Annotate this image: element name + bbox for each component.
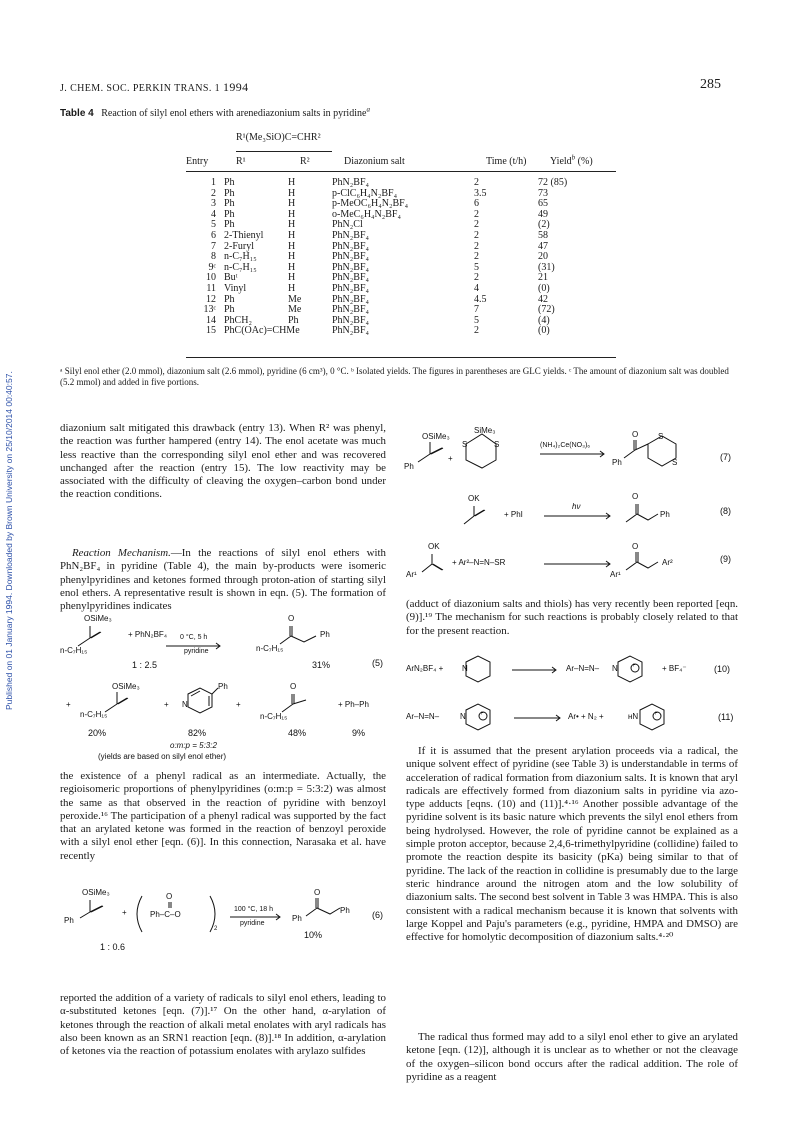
- eq5-pyridine-n: N: [182, 700, 188, 709]
- section-heading: Reaction Mechanism.: [72, 547, 171, 559]
- eq7-plus: +: [448, 454, 453, 463]
- table-cell: (4): [538, 314, 550, 326]
- table-cell: Ph: [224, 219, 235, 231]
- table-cell: 7: [211, 240, 216, 252]
- table-cell: Ph: [224, 293, 235, 305]
- equation-9: [404, 542, 738, 586]
- eq5-reactant-alkyl: n-C₇H₁₅: [60, 646, 88, 655]
- table-cell: H: [288, 187, 296, 199]
- table-cell: 2-Thienyl: [224, 229, 264, 241]
- eq5-plus3: +: [236, 700, 241, 709]
- table-cell: 10: [206, 272, 216, 284]
- table-cell: 65: [538, 198, 548, 210]
- left-column-p4: reported the addition of a variety of radicals to silyl enol ethers, leading to α-substituted ketones [eqn. (7)].¹⁷ On the other hand, α-arylation of ketones through the reaction of alkali metal enolates with aryl radicals has also been known as an SRN1 reaction [eqn. (8)].¹⁸ In addition, α-arylation of ketones via the reaction of potassium enolates with arylazo sulfides: [60, 992, 386, 1058]
- table-label: Table 4: [60, 108, 94, 119]
- eq5-yield-a: 20%: [88, 728, 107, 738]
- eq11-charge: +: [480, 711, 484, 717]
- equation-10: [404, 652, 738, 688]
- table-cell: 15: [206, 325, 216, 337]
- eq5-cond-top: 0 °C, 5 h: [180, 634, 208, 641]
- page-number: 285: [700, 77, 721, 92]
- table-cell: 2-Furyl: [224, 240, 254, 252]
- running-header: [60, 80, 249, 95]
- eq5-row2-alkyl: n-C₇H₁₅: [80, 710, 108, 719]
- table-cell: p-ClC₆H₄N₂BF₄: [332, 187, 398, 199]
- table-caption: [60, 105, 370, 119]
- table-cell: H: [288, 177, 296, 188]
- eq7-number: (7): [720, 452, 731, 462]
- table-cell: H: [288, 251, 296, 263]
- table-cell: 49: [538, 208, 548, 220]
- table-cell: PhN₂BF₄: [332, 293, 369, 305]
- table-cell: 4: [211, 208, 216, 220]
- eq8-structures: [404, 492, 738, 532]
- group-header-rule: [236, 151, 332, 152]
- table-cell: PhCH₂: [224, 314, 252, 326]
- table-cell: 9ᶜ: [208, 261, 216, 273]
- eq6-product-ph2: Ph: [340, 906, 350, 915]
- eq5-product-o: O: [288, 614, 295, 623]
- eq6-ph: Ph: [64, 916, 74, 925]
- table-cell: PhC(OAc)=CHMe: [224, 325, 300, 337]
- table-cell: p-MeOC₆H₄N₂BF₄: [332, 198, 409, 210]
- eq6-structures: [60, 888, 390, 968]
- table-cell: 11: [206, 282, 216, 294]
- table-cell: 73: [538, 187, 548, 199]
- table-cell: PhN₂BF₄: [332, 304, 369, 316]
- right-column-p3: The radical thus formed may add to a silyl enol ether to give an arylated ketone [eqn. (12)], although it is unclear as to whether or not the cleavage of the oxygen–silicon bond occurs after the radical addition. The role of pyridine as a reagent: [406, 1031, 738, 1083]
- eq10-number: (10): [714, 664, 731, 674]
- table-cell: 58: [538, 229, 548, 241]
- table-bottom-rule: [186, 357, 616, 358]
- eq7-product-o: O: [632, 430, 639, 439]
- eq7-s2: S: [494, 440, 500, 449]
- table-cell: 2: [474, 208, 479, 220]
- eq9-product-o: O: [632, 542, 639, 551]
- table-cell: 3: [211, 198, 216, 210]
- table-cell: Ph: [224, 198, 235, 210]
- table-cell: (0): [538, 325, 550, 337]
- table-cell: Vinyl: [224, 282, 247, 294]
- table-cell: 21: [538, 272, 548, 284]
- table-cell: Ph: [224, 208, 235, 220]
- equation-11: [404, 700, 738, 736]
- eq10-tail: + BF₄⁻: [662, 664, 687, 673]
- eq6-yield: 10%: [304, 930, 323, 940]
- eq8-reagent: + PhI: [504, 510, 523, 519]
- eq9-product-ar2: Ar²: [662, 558, 673, 567]
- col-diazonium: Diazonium salt: [344, 156, 405, 167]
- table-cell: 20: [538, 251, 548, 263]
- table-cell: PhN₂BF₄: [332, 251, 369, 263]
- eq11-left: Ar–N=N–: [406, 712, 440, 721]
- table-cell: PhN₂BF₄: [332, 282, 369, 294]
- equation-8: [404, 492, 738, 532]
- eq8-ph: Ph: [660, 510, 670, 519]
- eq6-peroxide-o: O: [166, 892, 173, 901]
- eq6-product-o: O: [314, 888, 321, 897]
- table-cell: o-MeC₆H₄N₂BF₄: [332, 208, 401, 220]
- eq5-row2-osi: OSiMe₃: [112, 682, 140, 691]
- eq7-product-ph: Ph: [612, 458, 622, 467]
- table-row: [186, 295, 598, 306]
- table-row: [186, 284, 598, 295]
- table-head-rule: [186, 171, 616, 172]
- table-cell: 12: [206, 293, 216, 305]
- table-cell: 5: [474, 261, 479, 273]
- equation-6: [60, 888, 390, 968]
- table-cell: Ph: [224, 177, 235, 188]
- eq5-biphenyl: + Ph–Ph: [338, 700, 369, 709]
- table-cell: 2: [474, 177, 479, 188]
- eq8-ok: OK: [468, 494, 480, 503]
- equation-7: [404, 426, 738, 486]
- table-row: [186, 273, 598, 284]
- eq11-charge2: +: [654, 711, 658, 717]
- eq11-number: (11): [718, 712, 734, 722]
- table-cell: PhN₂BF₄: [332, 325, 369, 337]
- table-cell: H: [288, 272, 296, 284]
- col-time: Time (t/h): [486, 156, 527, 167]
- table-cell: 3.5: [474, 187, 487, 199]
- caption-footnote-mark: a: [366, 105, 370, 114]
- table-cell: PhN₂BF₄: [332, 272, 369, 284]
- left-column-p1: diazonium salt mitigated this drawback (entry 13). When R² was phenyl, the reaction was further hampered (entry 14). The enol acetate was much less reactive than the corresponding silyl enol ether and was recovered unchanged after the reaction (entry 15). The low reactivity may be associated with the difficulty of cleaving the oxygen–carbon bond under the reaction conditions.: [60, 422, 386, 501]
- eq6-osi: OSiMe₃: [82, 888, 110, 897]
- table-row: [186, 178, 598, 189]
- table-caption-text: Reaction of silyl enol ethers with arenediazonium salts in pyridine: [101, 108, 367, 119]
- table-cell: H: [288, 208, 296, 220]
- eq6-peroxide: Ph–C–O: [150, 910, 181, 919]
- table-cell: PhN₂BF₄: [332, 177, 369, 188]
- eq7-product-s2: S: [672, 458, 678, 467]
- table-row: [186, 263, 598, 274]
- eq5-omp: o:m:p = 5:3:2: [170, 741, 217, 750]
- eq5-reactant-osi: OSiMe₃: [84, 614, 112, 623]
- eq7-osi: OSiMe₃: [422, 432, 450, 441]
- table-cell: (72): [538, 304, 555, 316]
- eq9-number: (9): [720, 554, 731, 564]
- table-cell: H: [288, 198, 296, 210]
- watermark-text: Published on 01 January 1994. Downloaded by Brown University on 25/10/2014 00:40:57.: [4, 371, 14, 710]
- eq6-product-ph1: Ph: [292, 914, 302, 923]
- table-cell: 7: [474, 304, 479, 316]
- eq6-ratio: 1 : 0.6: [100, 942, 126, 952]
- table-cell: (31): [538, 261, 555, 273]
- right-column-p2: If it is assumed that the present arylation proceeds via a radical, the unique solvent effect of pyridine (see Table 3) is understandable in terms of acceleration of radical formation from diazonium salts. It is known that aryl radicals are effectively formed from diazonium salts in pyridine via azo-type adducts [eqns. (10) and (11)].⁴·¹⁶ Another possible advantage of the pyridine solvent is its basic nature which prevents the silyl enol ethers from being hydrolysed. However, the role of pyridine cannot be explained as a simple proton acceptor, because 2,4,6-trimethylpyridine (collidine) failed to promote the reaction despite its basicity (pKa) being similar to that of pyridine. The lack of the reaction in collidine is presumably due to the large steric hindrance around the nitrogen atom and the low solubility of diazonium salts. The second best solvent in Table 3 was HMPA. This is also consistent with a radical mechanism because it is known that solvents with large Koppel and Paju's parameters (e.g., pyridine, HMPA and DMSO) are effective for homolytic decomposition of diazonium salts.⁴·²⁰: [406, 745, 738, 944]
- eq5-yield-c: 48%: [288, 728, 307, 738]
- table-cell: (2): [538, 219, 550, 231]
- eq7-product-s1: S: [658, 432, 664, 441]
- table-cell: 2: [474, 240, 479, 252]
- table-cell: 47: [538, 240, 548, 252]
- table-footnote: ᵃ Silyl enol ether (2.0 mmol), diazonium salt (2.6 mmol), pyridine (6 cm³), 0 °C. ᵇ Isolated yields. The figures in parentheses are GLC yields. ᶜ The amount of diazonium salt was doubled (5.2 mmol) and added in five portions.: [60, 366, 729, 387]
- table-cell: 6: [211, 229, 216, 241]
- eq5-pyridine-ph: Ph: [218, 682, 228, 691]
- table-cell: 14: [206, 314, 216, 326]
- table-cell: H: [288, 240, 296, 252]
- eq5-number: (5): [372, 658, 383, 668]
- eq9-ar1: Ar¹: [406, 570, 417, 579]
- table-cell: 2: [474, 325, 479, 337]
- eq5-product-ph: Ph: [320, 630, 330, 639]
- eq9-ok: OK: [428, 542, 440, 551]
- download-watermark: [2, 170, 16, 710]
- eq10-charge: +: [632, 663, 636, 669]
- eq11-n: N: [460, 712, 466, 721]
- table-row: [186, 326, 598, 337]
- table-body: [186, 178, 598, 337]
- eq10-n: N: [462, 664, 468, 673]
- table-cell: PhN₂Cl: [332, 219, 363, 231]
- table-cell: 1: [211, 177, 216, 188]
- eq9-reagent: + Ar²–N=N–SR: [452, 558, 506, 567]
- eq7-s1: S: [462, 440, 468, 449]
- eq5-row2-o: O: [290, 682, 297, 691]
- table-cell: Me: [288, 304, 302, 316]
- eq10-right: Ar–N=N–: [566, 664, 600, 673]
- eq5-yield-d: 9%: [352, 728, 366, 738]
- table-row: [186, 210, 598, 221]
- eq5-note: (yields are based on silyl enol ether): [98, 752, 227, 761]
- table-cell: n-C₇H₁₅: [224, 251, 257, 263]
- eq7-structures: [404, 426, 738, 486]
- eq5-reagent: + PhN₂BF₄: [128, 630, 168, 639]
- eq6-peroxide-sub: 2: [214, 926, 218, 932]
- table-cell: n-C₇H₁₅: [224, 261, 257, 273]
- right-column-p1: (adduct of diazonium salts and thiols) has very recently been reported [eqn. (9)].¹⁹ The mechanism for such reactions is probably closely related to that for the present reaction.: [406, 598, 738, 637]
- eq8-number: (8): [720, 506, 731, 516]
- equation-5: [60, 612, 390, 752]
- eq11-right: Ar• + N₂ +: [568, 712, 604, 721]
- table-row: [186, 231, 598, 242]
- eq9-product-ar1: Ar¹: [610, 570, 621, 579]
- eq5-product-alkyl: n-C₇H₁₅: [256, 644, 284, 653]
- table-cell: 42: [538, 293, 548, 305]
- eq7-ph: Ph: [404, 462, 414, 471]
- table-cell: H: [288, 282, 296, 294]
- table-cell: PhN₂BF₄: [332, 314, 369, 326]
- eq6-plus: +: [122, 908, 127, 917]
- table-cell: Me: [288, 293, 302, 305]
- journal-name: J. CHEM. SOC. PERKIN TRANS. 1: [60, 83, 221, 94]
- eq6-number: (6): [372, 910, 383, 920]
- col-r1: R¹: [236, 156, 246, 167]
- table-cell: 2: [474, 229, 479, 241]
- table-cell: Ph: [224, 304, 235, 316]
- eq6-cond-top: 100 °C, 18 h: [234, 906, 273, 913]
- table-cell: 2: [474, 272, 479, 284]
- left-column-p3: the existence of a phenyl radical as an intermediate. Actually, the regioisomeric proportions of phenylpyridines (o:m:p = 5:3:2) was almost the same as that observed in the reaction of pyridine with benzoyl peroxide.¹⁶ The participation of a phenyl radical was supported by the fact that an arylated ketone was formed in the reaction of benzoyl peroxide with a silyl enol ether [eqn. (6)]. In this connection, Narasaka et al. have recently: [60, 770, 386, 862]
- eq8-product-o: O: [632, 492, 639, 501]
- eq5-row2-ketone-alkyl: n-C₇H₁₅: [260, 712, 288, 721]
- table-cell: Ph: [288, 314, 299, 326]
- eq5-plus2: +: [164, 700, 169, 709]
- eq6-cond-bottom: pyridine: [240, 920, 265, 927]
- table-cell: 13ᶜ: [203, 304, 216, 316]
- table-cell: PhN₂BF₄: [332, 261, 369, 273]
- col-yield: Yield$^b$ (%): [550, 153, 593, 167]
- table-cell: 2: [211, 187, 216, 199]
- table-group-header: R¹(Me₃SiO)C=CHR²: [236, 132, 321, 143]
- table-cell: H: [288, 229, 296, 241]
- eq5-plus1: +: [66, 700, 71, 709]
- table-cell: Ph: [224, 187, 235, 199]
- table-cell: 2: [474, 251, 479, 263]
- table-cell: H: [288, 219, 296, 231]
- eq5-cond-bottom: pyridine: [184, 648, 209, 655]
- table-cell: 8: [211, 251, 216, 263]
- eq5-yield-ketone: 31%: [312, 660, 331, 670]
- eq5-yield-b: 82%: [188, 728, 207, 738]
- eq10-plus-n: N: [612, 664, 618, 673]
- eq5-ratio: 1 : 2.5: [132, 660, 158, 670]
- eq7-sime3: SiMe₃: [474, 426, 496, 435]
- table-cell: 5: [211, 219, 216, 231]
- col-r2: R²: [300, 156, 310, 167]
- left-column-p2: Reaction Mechanism.—In the reactions of silyl enol ethers with PhN₂BF₄ in pyridine (Table 4), the main by-products were isomeric phenylpyridines and ketones formed through proton-ation of starting silyl enol ethers. A representative result is shown in eqn. (5). The formation of phenylpyridines indicates: [60, 547, 386, 613]
- col-entry: Entry: [186, 156, 209, 167]
- table-cell: H: [288, 261, 296, 273]
- table-cell: (0): [538, 282, 550, 294]
- table-cell: 4: [474, 282, 479, 294]
- table-cell: 4.5: [474, 293, 487, 305]
- eq10-left: ArN₂BF₄ +: [406, 664, 444, 673]
- eq7-reagent: (NH₄)₂Ce(NO₃)₆: [540, 442, 591, 449]
- table-cell: PhN₂BF₄: [332, 240, 369, 252]
- table-cell: 6: [474, 198, 479, 210]
- table-cell: 72 (85): [538, 177, 568, 188]
- table-cell: Buᵗ: [224, 272, 238, 284]
- journal-year: 1994: [222, 80, 249, 94]
- table-cell: 2: [474, 219, 479, 231]
- eq8-hv: hν: [572, 502, 581, 511]
- table-cell: 5: [474, 314, 479, 326]
- table-cell: PhN₂BF₄: [332, 229, 369, 241]
- eq11-hn: ʜN: [628, 712, 639, 721]
